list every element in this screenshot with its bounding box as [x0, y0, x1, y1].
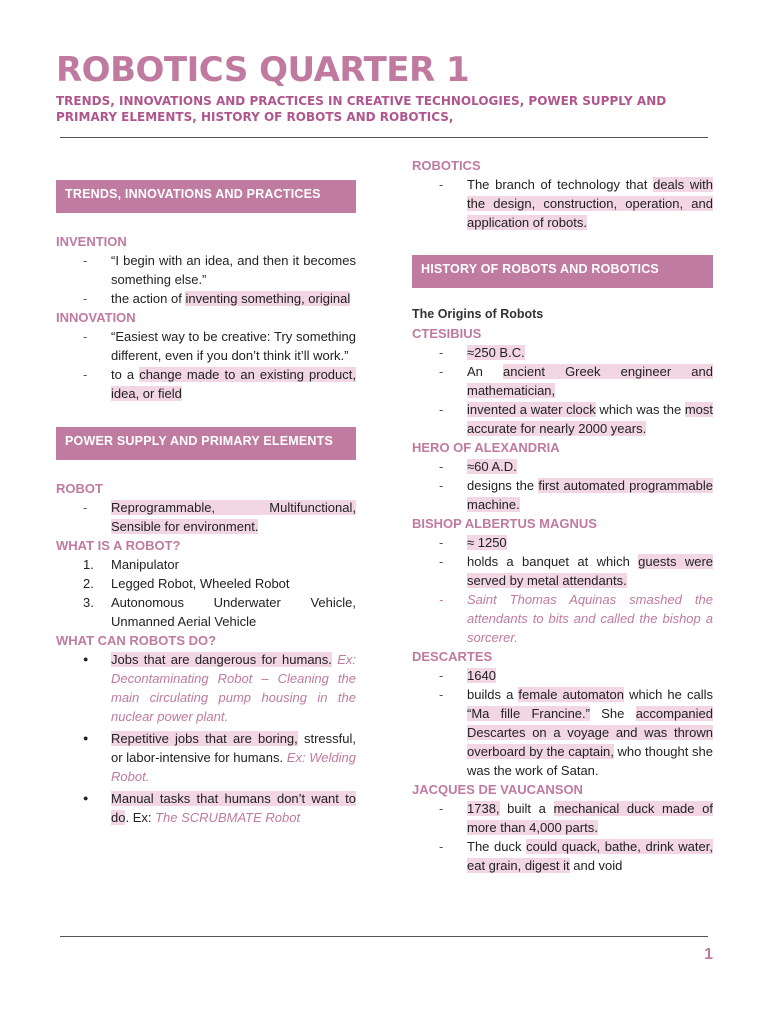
heading-invention: INVENTION — [56, 234, 127, 249]
highlight: mechanical duck made of more than 4,000 parts. — [467, 801, 713, 835]
list-item — [56, 650, 356, 726]
list-item: ● Repetitive jobs that are boring, stressful, or labor-intensive for humans. Ex: Welding Robot. — [56, 729, 356, 786]
heading-what-can-robots-do: WHAT CAN ROBOTS DO? — [56, 633, 217, 648]
section-banner-history: HISTORY OF ROBOTS AND ROBOTICS — [412, 255, 713, 288]
list-item: 2. Legged Robot, Wheeled Robot — [83, 576, 290, 591]
invention-list — [56, 251, 356, 308]
list-item: - the action of inventing something, original — [56, 289, 356, 308]
heading-ctesibius: CTESIBIUS — [412, 326, 482, 341]
heading-innovation: INNOVATION — [56, 310, 136, 325]
robot-types-list — [56, 555, 356, 631]
heading-robot: ROBOT — [56, 481, 103, 496]
heading-descartes: DESCARTES — [412, 649, 493, 664]
heading-what-is-a-robot: WHAT IS A ROBOT? — [56, 538, 181, 553]
list-item: - holds a banquet at which guests were served by metal attendants. — [412, 552, 713, 590]
highlight: could quack, bathe, drink water, eat grain, digest it — [467, 839, 713, 873]
highlight: deals with the design, construction, operation, and application of robots. — [467, 177, 713, 230]
page-title: ROBOTICS QUARTER 1 — [56, 50, 470, 90]
list-item: 3. Autonomous Underwater Vehicle, Unmanned Aerial Vehicle — [83, 595, 356, 629]
highlight: “Ma fille Francine.” — [467, 706, 590, 721]
highlight: change made to an existing product, idea, or field — [111, 367, 356, 401]
highlight: most accurate for nearly 2000 years. — [467, 402, 713, 436]
vaucanson-list — [412, 799, 713, 875]
top-divider — [60, 137, 708, 138]
left-column — [56, 180, 356, 827]
list-item — [412, 457, 713, 476]
innovation-list — [56, 327, 356, 403]
highlight: 1738, — [467, 801, 500, 816]
list-item — [412, 533, 713, 552]
page-subtitle: TRENDS, INNOVATIONS AND PRACTICES IN CREATIVE TECHNOLOGIES, POWER SUPPLY AND PRIMARY ELEMENTS, HISTORY OF ROBOTS AND ROBOTICS, — [56, 94, 667, 124]
right-column — [412, 156, 713, 875]
bottom-divider — [60, 936, 708, 937]
list-item — [412, 343, 713, 362]
ctesibius-list — [412, 343, 713, 438]
robotics-list — [412, 175, 713, 232]
example-text: Ex: Decontaminating Robot – Cleaning the main circulating pump housing in the nuclear power plant. — [111, 652, 356, 724]
robot-list — [56, 498, 356, 536]
list-item: - builds a female automaton which he calls “Ma fille Francine.” She accompanied Descartes on a voyage and was thrown overboard by the captain, who thought she was the work of Satan. — [412, 685, 713, 780]
highlight: accompanied Descartes on a voyage and was thrown overboard by the captain, — [467, 706, 714, 759]
highlight: Repetitive jobs that are boring, — [111, 731, 298, 746]
list-item: - Saint Thomas Aquinas smashed the attendants to bits and called the bishop a sorcerer. — [412, 590, 713, 647]
list-item: - An ancient Greek engineer and mathematician, — [412, 362, 713, 400]
highlight: Manual tasks that humans don’t want to do — [111, 791, 356, 825]
highlight: Reprogrammable, Multifunctional, Sensible for environment. — [111, 500, 356, 534]
section-banner-trends: TRENDS, INNOVATIONS AND PRACTICES — [56, 180, 356, 213]
heading-bishop-albertus-magnus: BISHOP ALBERTUS MAGNUS — [412, 516, 597, 531]
list-item: - designs the first automated programmable machine. — [412, 476, 713, 514]
hero-list — [412, 457, 713, 514]
highlight: ≈ 1250 — [467, 535, 507, 550]
list-item: - The branch of technology that deals with the design, construction, operation, and application of robots. — [412, 175, 713, 232]
highlight: guests were served by metal attendants. — [467, 554, 714, 588]
list-item: - The duck could quack, bathe, drink water, eat grain, digest it and void — [412, 837, 713, 875]
subheading-origins: The Origins of Robots — [412, 307, 544, 321]
highlight: first automated programmable machine. — [467, 478, 713, 512]
highlight: inventing something, original — [185, 291, 351, 306]
list-item: - “I begin with an idea, and then it becomes something else.” — [56, 251, 356, 289]
highlight: ≈60 A.D. — [467, 459, 517, 474]
example-text: The SCRUBMATE Robot — [155, 810, 301, 825]
highlight: Jobs that are dangerous for humans. — [111, 652, 332, 667]
list-item — [412, 666, 713, 685]
highlight: ancient Greek engineer and mathematician, — [467, 364, 713, 398]
list-item: ● Manual tasks that humans don’t want to do. Ex: The SCRUBMATE Robot — [56, 789, 356, 827]
heading-jacques-de-vaucanson: JACQUES DE VAUCANSON — [412, 782, 583, 797]
heading-robotics: ROBOTICS — [412, 158, 481, 173]
list-item: - invented a water clock which was the most accurate for nearly 2000 years. — [412, 400, 713, 438]
list-item: - 1738, built a mechanical duck made of more than 4,000 parts. — [412, 799, 713, 837]
highlight: 1640 — [467, 668, 496, 683]
list-item: - “Easiest way to be creative: Try something different, even if you don’t think it’ll work.” — [56, 327, 356, 365]
example-text: Ex: Welding Robot. — [111, 750, 356, 784]
list-item — [56, 498, 356, 536]
descartes-list — [412, 666, 713, 780]
list-item: - to a change made to an existing product, idea, or field — [56, 365, 356, 403]
highlight: ≈250 B.C. — [467, 345, 525, 360]
section-banner-power-supply: POWER SUPPLY AND PRIMARY ELEMENTS — [56, 427, 356, 460]
highlight: invented a water clock — [467, 402, 596, 417]
page-number: 1 — [704, 946, 713, 963]
robot-tasks-list — [56, 650, 356, 827]
heading-hero-of-alexandria: HERO OF ALEXANDRIA — [412, 440, 560, 455]
highlight: female automaton — [518, 687, 624, 702]
list-item: 1. Manipulator — [83, 557, 179, 572]
albertus-list — [412, 533, 713, 647]
